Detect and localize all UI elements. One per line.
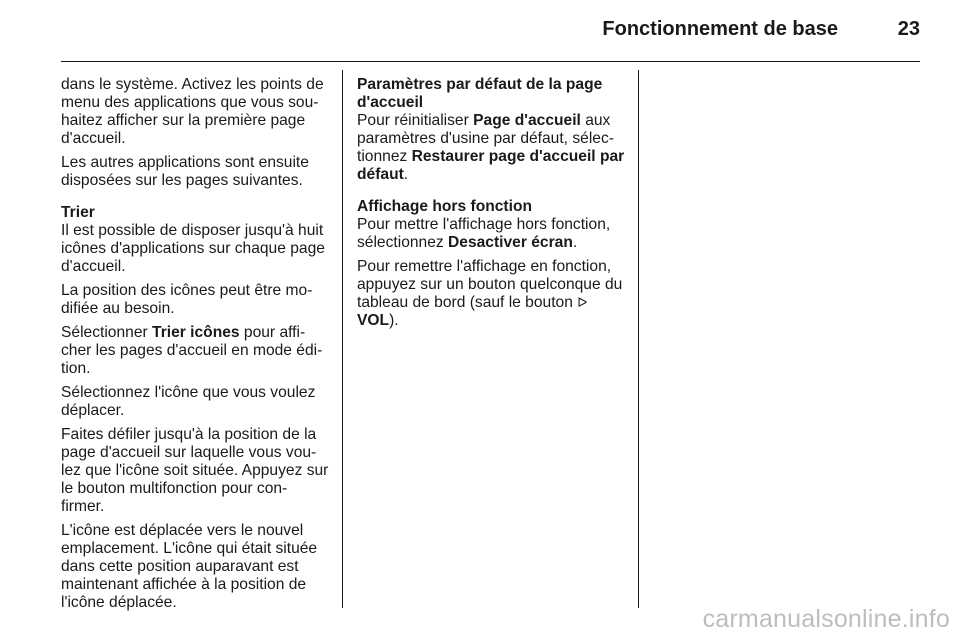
section-heading-sort: Trier bbox=[61, 204, 95, 221]
menu-term: Trier icônes bbox=[152, 324, 240, 341]
paragraph: Faites défiler jusqu'à la position de la page d'accueil sur laquelle vous vou-lez que l'icône soit située. Appuyez sur le bouton multifonction pour con-firmer. bbox=[61, 426, 329, 515]
menu-term: Page d'accueil bbox=[473, 112, 581, 129]
page-header-title: Fonctionnement de base bbox=[602, 18, 838, 40]
header-rule bbox=[61, 61, 920, 62]
menu-term: Restaurer page d'accueil par défaut bbox=[357, 148, 625, 183]
page-number: 23 bbox=[897, 18, 920, 40]
paragraph: Les autres applications sont ensuite disposées sur les pages suivantes. bbox=[61, 154, 309, 189]
paragraph: Pour remettre l'affichage en fonction, appuyez sur un bouton quelconque du tableau de bord (sauf le bouton ᐅ VOL). bbox=[357, 258, 623, 329]
text-column-2 bbox=[357, 76, 629, 336]
section-heading-display: Affichage hors fonction bbox=[357, 198, 532, 215]
paragraph: dans le système. Activez les points de menu des applications que vous sou-haitez afficher sur la première page d'accueil. bbox=[61, 76, 324, 147]
menu-term: VOL bbox=[357, 312, 390, 329]
paragraph: L'icône est déplacée vers le nouvel emplacement. L'icône qui était située dans cette position auparavant est maintenant affichée à la position de l'icône déplacée. bbox=[61, 522, 318, 611]
paragraph: Sélectionner Trier icônes pour affi-cher les pages d'accueil en mode édi-tion. bbox=[61, 324, 323, 377]
paragraph: Pour réinitialiser Page d'accueil aux paramètres d'usine par défaut, sélec-tionnez Restaurer page d'accueil par défaut. bbox=[357, 112, 625, 183]
column-divider-1 bbox=[342, 70, 343, 608]
paragraph: Sélectionnez l'icône que vous voulez déplacer. bbox=[61, 384, 316, 419]
menu-term: Desactiver écran bbox=[448, 234, 573, 251]
paragraph: Il est possible de disposer jusqu'à huit icônes d'applications sur chaque page d'accueil. bbox=[61, 222, 325, 275]
paragraph: La position des icônes peut être mo-difiée au besoin. bbox=[61, 282, 313, 317]
column-divider-2 bbox=[638, 70, 639, 608]
paragraph: Pour mettre l'affichage hors fonction, sélectionnez Desactiver écran. bbox=[357, 216, 611, 251]
section-heading-defaults: Paramètres par défaut de la page d'accueil bbox=[357, 76, 603, 111]
watermark: carmanualsonline.info bbox=[702, 605, 950, 633]
power-icon: ᐅ bbox=[577, 295, 588, 310]
text-column-1 bbox=[61, 76, 329, 612]
